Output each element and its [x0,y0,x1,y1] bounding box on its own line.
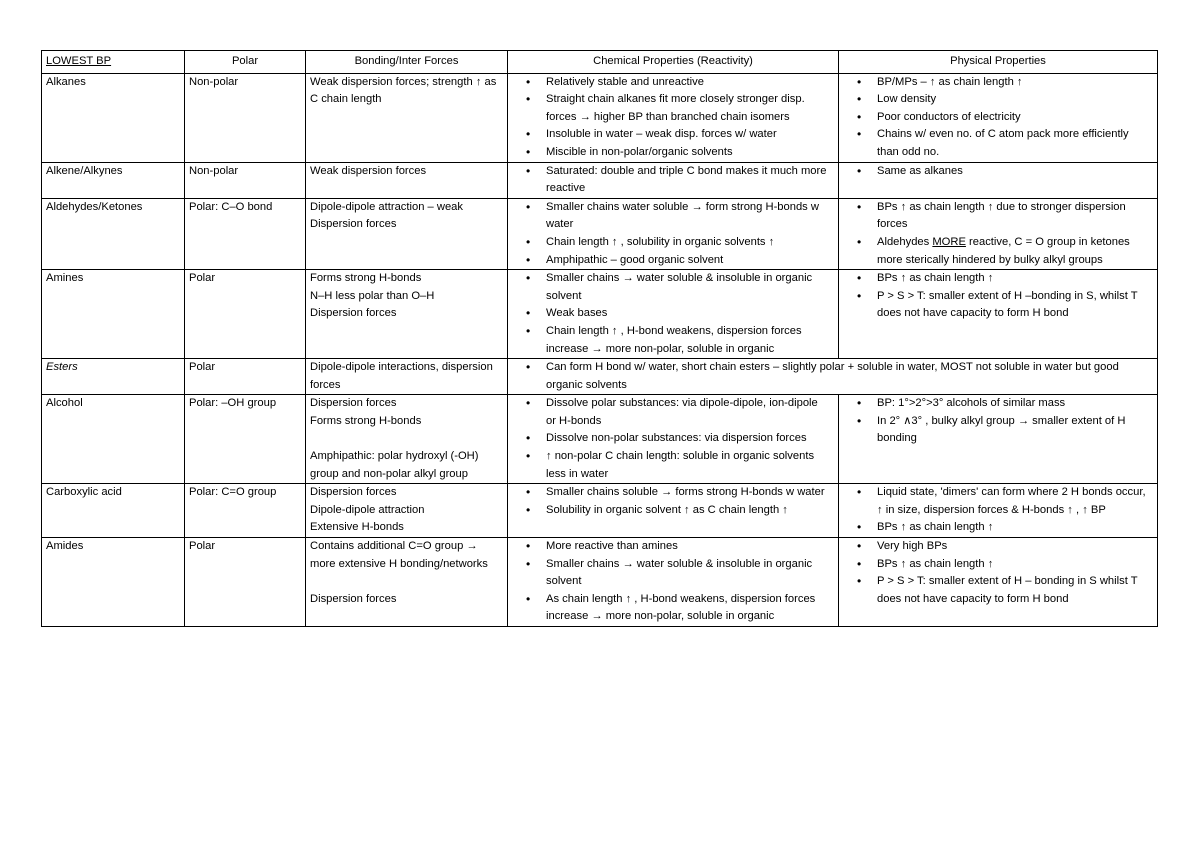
row-bonding: Contains additional C=O group → more extensive H bonding/networks Dispersion forces [306,538,508,627]
row-bonding: Dispersion forces Dipole-dipole attraction Extensive H-bonds [306,484,508,538]
header-physical: Physical Properties [839,51,1158,74]
properties-table [41,50,1158,627]
list-item: • As chain length ↑ , H-bond weakens, dispersion forces increase → more non-polar, soluble in organic [512,591,834,626]
row-chemical [508,538,839,627]
table-row [42,270,1158,359]
header-bonding: Bonding/Inter Forces [306,51,508,74]
row-physical [839,395,1158,484]
list-item: • BP/MPs – ↑ as chain length ↑ [843,74,1153,92]
list-item: • Weak bases [512,305,834,323]
list-item: • Relatively stable and unreactive [512,74,834,92]
row-name: Amines [42,270,185,359]
row-name: Esters [42,359,185,395]
row-polarity: Polar [185,538,306,627]
list-item: • BPs ↑ as chain length ↑ [843,519,1153,537]
row-merged-properties [508,359,1158,395]
row-physical [839,484,1158,538]
list-item: • Smaller chains water soluble → form strong H-bonds w water [512,199,834,234]
list-item: • More reactive than amines [512,538,834,556]
row-bonding: Dipole-dipole attraction – weak Dispersion forces [306,198,508,269]
list-item: • In 2° ∧3° , bulky alkyl group → smaller extent of H bonding [843,413,1153,448]
table-row [42,162,1158,198]
list-item: • Low density [843,91,1153,109]
list-item: • Dissolve polar substances: via dipole-dipole, ion-dipole or H-bonds [512,395,834,430]
list-item: • Smaller chains soluble → forms strong H-bonds w water [512,484,834,502]
table-row [42,359,1158,395]
row-physical [839,73,1158,162]
list-item: • Chain length ↑ , solubility in organic solvents ↑ [512,234,834,252]
list-item: • Chain length ↑ , H-bond weakens, dispersion forces increase → more non-polar, soluble in organic [512,323,834,358]
header-chemical: Chemical Properties (Reactivity) [508,51,839,74]
list-item: • Miscible in non-polar/organic solvents [512,144,834,162]
list-item: • BPs ↑ as chain length ↑ due to stronger dispersion forces [843,199,1153,234]
list-item: • Liquid state, 'dimers' can form where 2 H bonds occur, ↑ in size, dispersion forces & H-bonds ↑ , ↑ BP [843,484,1153,519]
list-item: • BP: 1°>2°>3° alcohols of similar mass [843,395,1153,413]
table-row [42,538,1158,627]
row-bonding: Weak dispersion forces [306,162,508,198]
table-row [42,395,1158,484]
list-item: • P > S > T: smaller extent of H – bonding in S whilst T does not have capacity to form H bond [843,573,1153,608]
table-row [42,73,1158,162]
row-physical [839,198,1158,269]
list-item: • BPs ↑ as chain length ↑ [843,270,1153,288]
list-item: • Smaller chains → water soluble & insoluble in organic solvent [512,270,834,305]
list-item: • Chains w/ even no. of C atom pack more efficiently than odd no. [843,126,1153,161]
row-physical [839,162,1158,198]
row-polarity: Polar [185,270,306,359]
list-item: • Poor conductors of electricity [843,109,1153,127]
row-polarity: Polar [185,359,306,395]
header-polar: Polar [185,51,306,74]
row-polarity: Non-polar [185,73,306,162]
row-name: Alcohol [42,395,185,484]
list-item: • Aldehydes MORE reactive, C = O group in ketones more sterically hindered by bulky alkyl groups [843,234,1153,269]
emphasis-more: MORE [932,235,966,248]
list-item: • Solubility in organic solvent ↑ as C chain length ↑ [512,502,834,520]
list-item: • Smaller chains → water soluble & insoluble in organic solvent [512,556,834,591]
list-item: • Insoluble in water – weak disp. forces w/ water [512,126,834,144]
list-item: • Amphipathic – good organic solvent [512,252,834,270]
list-item: • Very high BPs [843,538,1153,556]
table-row [42,198,1158,269]
header-row [42,51,1158,74]
list-item: • ↑ non-polar C chain length: soluble in organic solvents less in water [512,448,834,483]
row-name: Aldehydes/Ketones [42,198,185,269]
list-item: • Same as alkanes [843,163,1153,181]
row-polarity: Non-polar [185,162,306,198]
list-item: • Can form H bond w/ water, short chain esters – slightly polar + soluble in water, MOST not soluble in water but good organic solvents [512,359,1153,394]
list-item: • BPs ↑ as chain length ↑ [843,556,1153,574]
row-name: Alkene/Alkynes [42,162,185,198]
row-physical [839,270,1158,359]
row-bonding: Dipole-dipole interactions, dispersion forces [306,359,508,395]
row-polarity: Polar: C=O group [185,484,306,538]
list-item: • Saturated: double and triple C bond makes it much more reactive [512,163,834,198]
table-row [42,484,1158,538]
list-item: • Dissolve non-polar substances: via dispersion forces [512,430,834,448]
row-name: Alkanes [42,73,185,162]
row-name: Amides [42,538,185,627]
row-bonding: Weak dispersion forces; strength ↑ as C chain length [306,73,508,162]
header-lowest-bp: LOWEST BP [42,51,185,74]
row-bonding: Forms strong H-bonds N–H less polar than O–H Dispersion forces [306,270,508,359]
row-chemical [508,73,839,162]
row-polarity: Polar: –OH group [185,395,306,484]
list-item: • Straight chain alkanes fit more closely stronger disp. forces → higher BP than branched chain isomers [512,91,834,126]
row-chemical [508,198,839,269]
row-chemical [508,484,839,538]
row-bonding: Dispersion forces Forms strong H-bonds Amphipathic: polar hydroxyl (-OH) group and non-polar alkyl group [306,395,508,484]
row-name: Carboxylic acid [42,484,185,538]
list-item: • P > S > T: smaller extent of H –bonding in S, whilst T does not have capacity to form H bond [843,288,1153,323]
row-chemical [508,162,839,198]
row-chemical [508,395,839,484]
row-polarity: Polar: C–O bond [185,198,306,269]
row-chemical [508,270,839,359]
row-physical [839,538,1158,627]
